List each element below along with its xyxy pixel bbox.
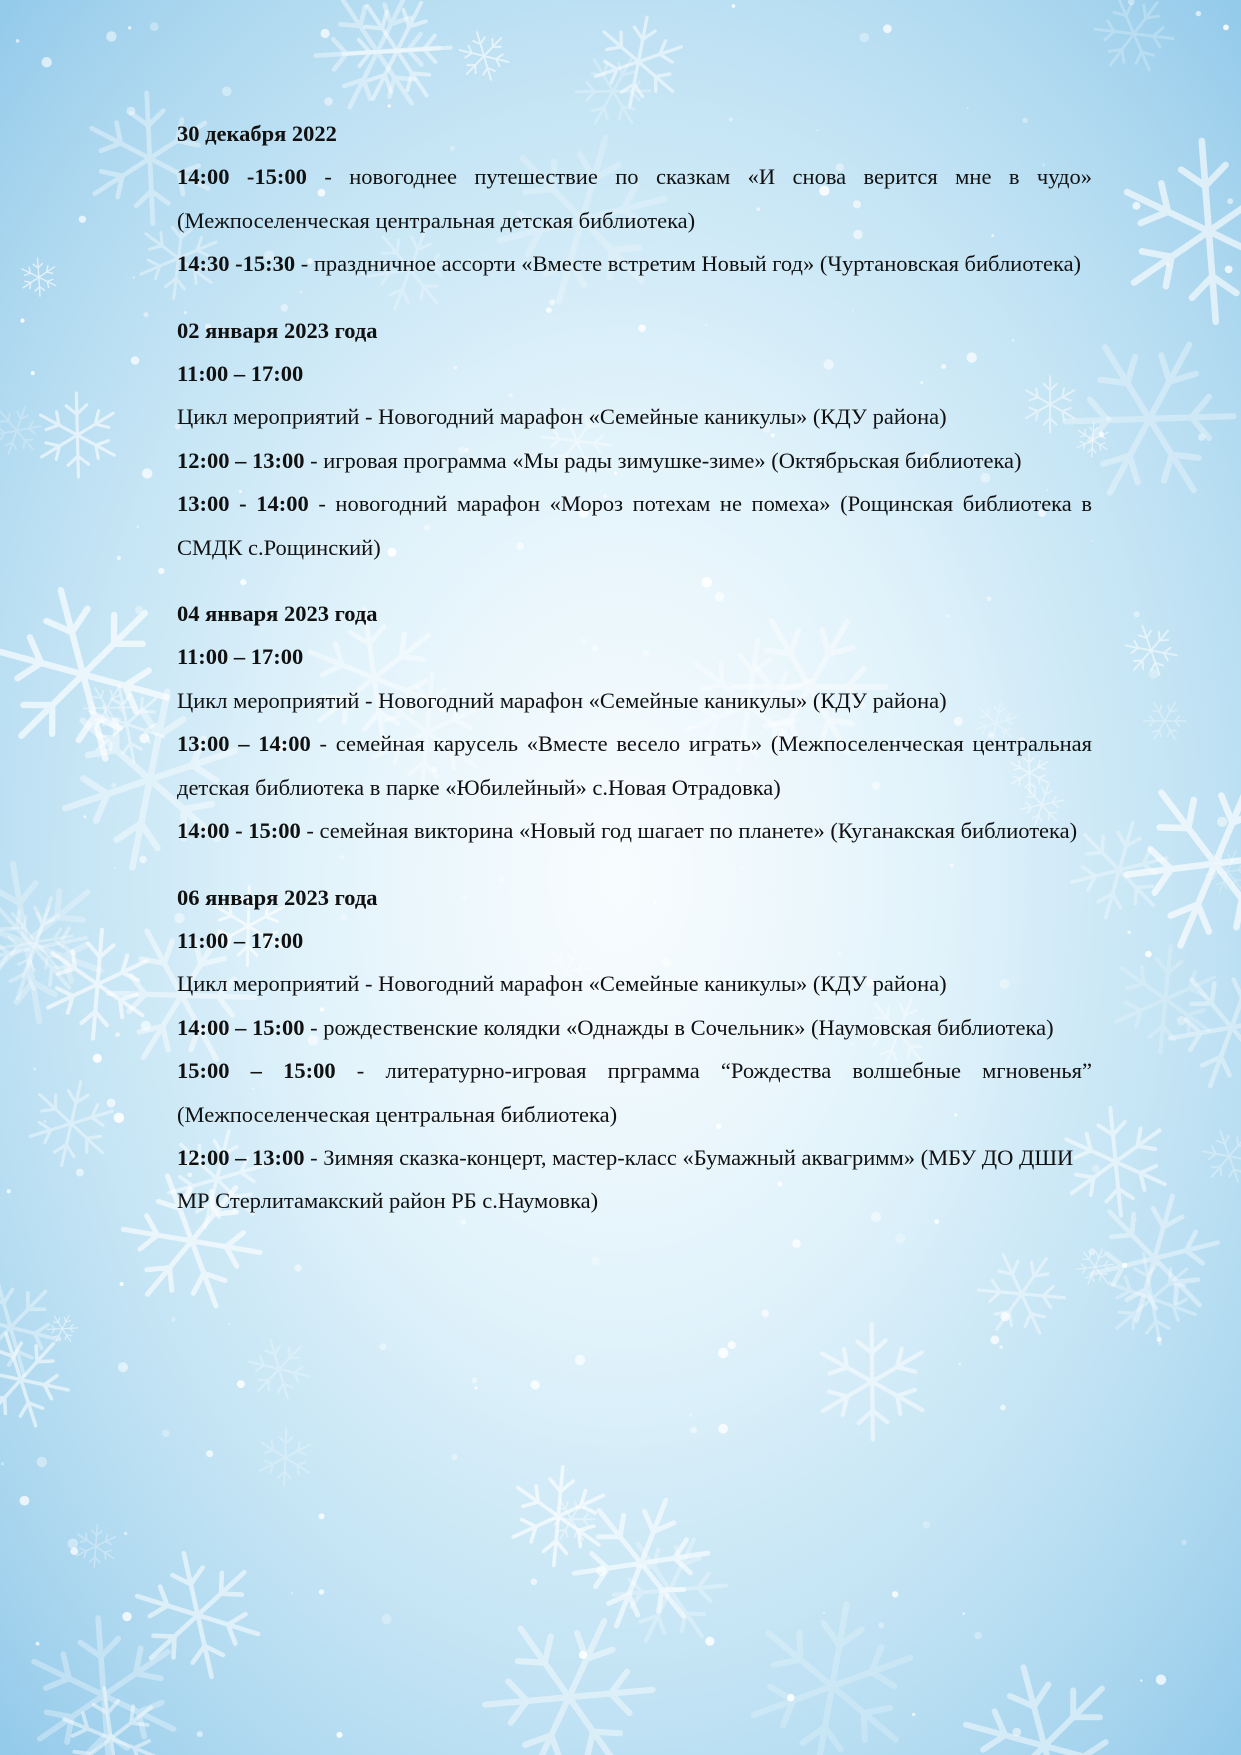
event-item (177, 242, 1092, 285)
snow-dot (974, 1632, 982, 1640)
snow-dot (128, 26, 131, 29)
cycle-time: 11:00 – 17:00 (177, 361, 304, 387)
snow-dot (222, 87, 232, 97)
snow-dot (1196, 11, 1201, 16)
day-heading: 06 января 2023 года (177, 884, 378, 910)
snow-dot (1198, 433, 1205, 440)
snow-dot (999, 1345, 1003, 1349)
snow-dot (68, 1538, 78, 1548)
snow-dot (143, 312, 148, 317)
event-time: 13:00 - 14:00 (177, 491, 309, 517)
snow-dot (206, 1450, 213, 1457)
snow-dot (923, 1521, 930, 1528)
snow-dot (197, 1731, 203, 1737)
snow-dot (171, 1317, 176, 1322)
event-item (177, 809, 1092, 852)
snow-dot (1156, 1675, 1166, 1685)
snow-dot (1140, 1679, 1142, 1681)
snow-dot (575, 1355, 585, 1365)
snow-dot (912, 1713, 915, 1716)
snow-dot (1135, 1219, 1137, 1221)
snow-dot (114, 1113, 124, 1123)
snow-dot (83, 815, 86, 818)
event-description: - новогоднее путешествие по сказкам «И снова верится мне в чудо» (Межпоселенческая центральная детская библиотека) (177, 164, 1092, 233)
snow-dot (382, 1614, 392, 1624)
snow-dot (380, 1343, 387, 1350)
snow-dot (237, 1380, 245, 1388)
snow-dot (20, 1496, 30, 1506)
snow-dot (228, 1323, 230, 1325)
snow-dot (142, 468, 152, 478)
schedule-day (177, 876, 1092, 1223)
snow-dot (37, 1457, 47, 1467)
snow-dot (114, 867, 116, 869)
snow-dot (718, 1424, 728, 1434)
schedule-day (177, 592, 1092, 852)
snow-dot (1012, 1728, 1021, 1737)
snow-dot (1145, 951, 1152, 958)
snow-dot (878, 1622, 884, 1628)
snow-dot (321, 29, 330, 38)
snow-dot (1166, 263, 1170, 267)
snow-dot (131, 356, 140, 365)
snow-dot (76, 1169, 84, 1177)
snow-dot (79, 216, 86, 223)
event-description: - семейная викторина «Новый год шагает по планете» (Куганакская библиотека) (300, 818, 1078, 844)
snow-dot (1177, 1016, 1186, 1025)
snow-dot (892, 1591, 898, 1597)
event-description: - игровая программа «Мы рады зимушке-зиме» (Октябрьская библиотека) (304, 447, 1022, 473)
snow-dot (1122, 1263, 1127, 1268)
event-description: - новогодний марафон «Мороз потехам не помеха» (Рощинская библиотека в СМДК с.Рощинский) (177, 491, 1092, 560)
snow-dot (106, 31, 116, 41)
snow-dot (958, 1363, 961, 1366)
snow-dot (16, 39, 20, 43)
snow-dot (122, 1612, 131, 1621)
snow-dot (859, 33, 869, 43)
event-description: - праздничное ассорти «Вместе встретим Новый год» (Чуртановская библиотека) (295, 251, 1082, 277)
snow-dot (732, 4, 736, 8)
snow-dot (1148, 669, 1158, 679)
snow-dot (705, 1637, 714, 1646)
snow-dot (337, 1732, 343, 1738)
snow-dot (990, 1335, 999, 1344)
cycle-description: Цикл мероприятий - Новогодний марафон «Семейные каникулы» (КДУ района) (177, 971, 947, 997)
snow-dot (135, 606, 143, 614)
event-item (177, 1006, 1092, 1049)
event-item (177, 482, 1092, 569)
snow-dot (141, 1021, 151, 1031)
day-heading: 04 января 2023 года (177, 601, 378, 627)
snow-dot (718, 1348, 728, 1358)
snow-dot (451, 1454, 457, 1460)
event-schedule (177, 112, 1092, 1246)
snow-dot (762, 1310, 769, 1317)
snow-dot (124, 1532, 128, 1536)
event-time: 14:30 -15:30 (177, 251, 296, 277)
snow-dot (472, 1377, 478, 1383)
snow-dot (1223, 25, 1229, 31)
snow-dot (1099, 432, 1105, 438)
event-time: 12:00 – 13:00 (177, 447, 305, 473)
snow-dot (42, 57, 52, 67)
snow-dot (93, 1054, 102, 1063)
snow-dot (1001, 1312, 1010, 1321)
snow-dot (1227, 198, 1233, 204)
cycle-description: Цикл мероприятий - Новогодний марафон «Семейные каникулы» (КДУ района) (177, 687, 947, 713)
snow-dot (823, 1612, 825, 1614)
cycle-time: 11:00 – 17:00 (177, 644, 304, 670)
snow-dot (388, 104, 391, 107)
snow-dot (967, 107, 969, 109)
snow-dot (1105, 416, 1111, 422)
snow-dot (1225, 266, 1233, 274)
event-item (177, 1136, 1092, 1223)
event-time: 12:00 – 13:00 (177, 1144, 305, 1170)
snow-dot (20, 319, 24, 323)
snow-dot (596, 1566, 606, 1576)
snow-dot (117, 556, 121, 560)
event-time: 14:00 -15:00 (177, 164, 307, 190)
event-description: - литературно-игровая прграмма “Рождества волшебные мгновенья” (Межпоселенческая центральная библиотека) (177, 1058, 1092, 1127)
snow-dot (118, 1362, 128, 1372)
snow-dot (132, 276, 135, 279)
snow-dot (107, 1099, 116, 1108)
event-item (177, 155, 1092, 242)
snow-dot (36, 1642, 40, 1646)
event-time: 14:00 - 15:00 (177, 818, 301, 844)
snow-dot (294, 1264, 301, 1271)
snow-dot (319, 1513, 325, 1519)
snow-dot (158, 568, 164, 574)
snow-dot (689, 1414, 692, 1417)
snow-dot (728, 1341, 736, 1349)
snow-dot (591, 1257, 600, 1266)
snow-dot (139, 733, 149, 743)
event-time: 15:00 – 15:00 (177, 1058, 336, 1084)
snow-dot (1181, 1540, 1186, 1545)
snow-dot (531, 1578, 538, 1585)
snow-dot (291, 1592, 293, 1594)
snow-dot (33, 1068, 36, 1071)
snow-dot (1, 1462, 4, 1465)
snow-dot (690, 1427, 697, 1434)
schedule-day (177, 112, 1092, 286)
snow-dot (162, 1429, 170, 1437)
event-item (177, 439, 1092, 482)
snow-dot (1127, 930, 1131, 934)
snow-dot (787, 1694, 795, 1702)
snow-dot (1092, 1165, 1100, 1173)
snow-dot (7, 1189, 11, 1193)
snow-dot (579, 1651, 587, 1659)
snow-dot (44, 1120, 47, 1123)
snow-dot (137, 526, 139, 528)
snow-dot (141, 775, 143, 777)
cycle-time: 11:00 – 17:00 (177, 927, 304, 953)
day-heading: 30 декабря 2022 (177, 121, 337, 146)
snow-dot (530, 1380, 539, 1389)
snow-dot (324, 97, 333, 106)
event-time: 13:00 – 14:00 (177, 731, 311, 757)
snow-dot (150, 22, 159, 31)
snow-dot (963, 1612, 965, 1614)
event-item (177, 1049, 1092, 1136)
snow-dot (1089, 1248, 1096, 1255)
event-description: - Зимняя сказка-концерт, мастер-класс «Бумажный аквагримм» (МБУ ДО ДШИ МР Стерлитамакский район РБ с.Наумовка) (177, 1144, 1074, 1214)
event-item (177, 722, 1092, 809)
snow-dot (1217, 817, 1227, 827)
schedule-day (177, 309, 1092, 569)
snow-dot (139, 856, 147, 864)
snow-dot (474, 1386, 477, 1389)
event-description: - рождественские колядки «Однажды в Сочельник» (Наумовская библиотека) (304, 1014, 1054, 1040)
snow-dot (883, 24, 892, 33)
snow-dot (127, 107, 136, 116)
snow-dot (319, 1589, 324, 1594)
snow-dot (1157, 1337, 1162, 1342)
snow-dot (120, 1282, 124, 1286)
snow-dot (111, 783, 116, 788)
event-description: - семейная карусель «Вместе весело играть» (Межпоселенческая центральная детская библиотека в парке «Юбилейный» с.Новая Отрадовка) (177, 731, 1092, 800)
cycle-description: Цикл мероприятий - Новогодний марафон «Семейные каникулы» (КДУ района) (177, 404, 947, 430)
event-time: 14:00 – 15:00 (177, 1014, 305, 1040)
snow-dot (115, 1032, 120, 1037)
day-heading: 02 января 2023 года (177, 317, 378, 343)
snow-dot (1000, 1405, 1006, 1411)
snow-dot (1134, 611, 1140, 617)
snow-dot (31, 371, 35, 375)
snow-dot (1132, 202, 1140, 210)
